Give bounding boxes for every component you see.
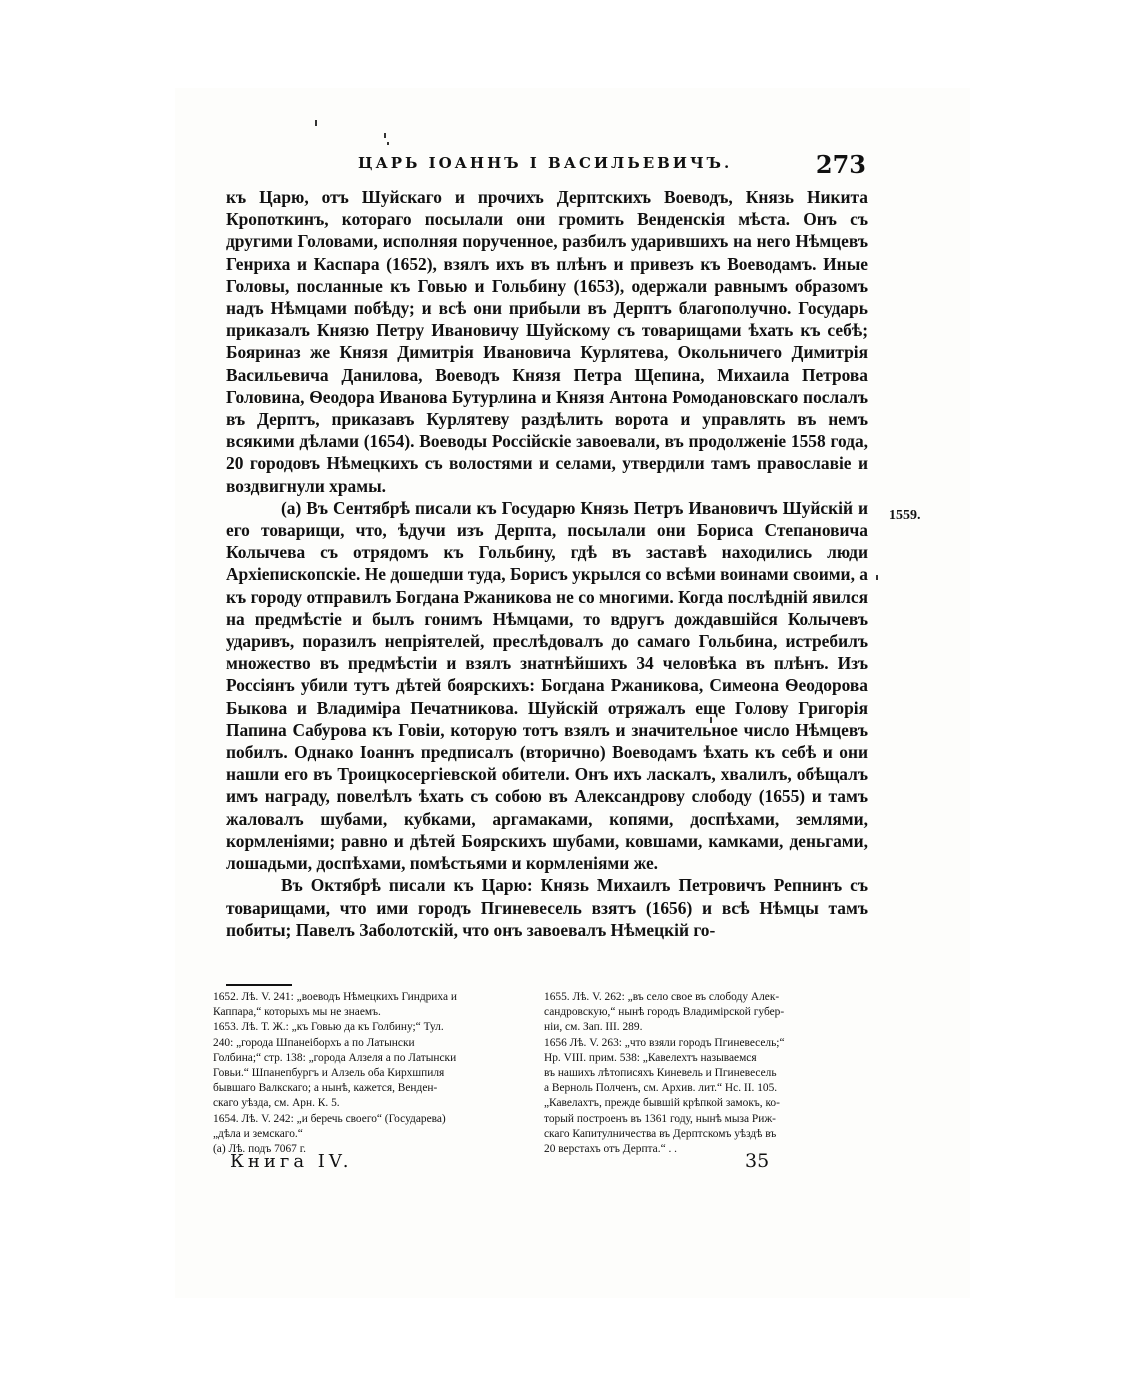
footnote-line: (а) Лѣ. подъ 7067 г. [213,1143,306,1156]
footnote-line: Нр. VIII. прим. 538: „Кавелехтъ называемся [544,1051,757,1064]
footnotes-left-column [213,990,531,1157]
footnote-line: въ нашихъ лѣтописяхъ Киневель и Пгиневесель [544,1067,777,1080]
page-number: 273 [815,150,866,179]
signature-number: 35 [745,1150,770,1172]
footnote-line: скаго уѣзда, см. Арн. К. 5. [213,1097,340,1110]
footnote-line: скаго Капитулничества въ Дерптскомъ уѣздѣ въ [544,1127,777,1140]
footnote-line: „дѣла и земскаго.“ [213,1127,303,1140]
paragraph: (a) Въ Сентябрѣ писали къ Государю Князь Петръ Ивановичъ Шуйскій и его товарищи, что, ѣдучи изъ Дерпта, посылали они Бориса Степановича Колычева съ отрядомъ къ Гольбину, гдѣ въ заставѣ находились люди Архіепископскіе. Не дошедши туда, Борисъ укрылся со всѣми воинами своими, а къ городу отправилъ Богдана Ржаникова не со многими. Когда послѣдній явился на предмѣстіе и былъ гонимъ Нѣмцами, то вдругъ дождавшійся Колычевъ ударивъ, поразилъ непріятелей, преслѣдовалъ до самаго Гольбина, истребилъ множество въ предмѣстіи и взялъ знатнѣйшихъ 34 человѣка въ плѣнъ. Изъ Россіянъ убили тутъ дѣтей боярскихъ: Богдана Ржаникова, Симеона Ѳеодорова Быкова и Владиміра Печатникова. Шуйскій отряжалъ еще Голову Григорія Папина Сабурова къ Говіи, которую тотъ взялъ и значительное число Нѣмцевъ побилъ. Однако Іоаннъ предписалъ (вторично) Воеводамъ ѣхать къ себѣ и они нашли его въ Троицкосергіевской обители. Онъ ихъ ласкалъ, хвалилъ, обѣщалъ имъ награду, повелѣлъ ѣхать съ собою въ Александрову слободу (1655) и тамъ жаловалъ шубами, кубками, аргамаками, копями, доспѣхами, землями, кормленіями; равно и дѣтей Боярскихъ шубами, ковшами, камками, деньгами, лошадьми, доспѣхами, помѣстьями и кормленіями же. [226,497,868,874]
footnote-line: 1655. Лѣ. V. 262: „въ село свое въ слободу Алек- [544,991,780,1003]
footnote-line: Говьи.“ Шпанепбургъ и Алзель оба Кирхшпиля [213,1067,445,1080]
running-header [228,150,866,180]
paragraph: къ Царю, отъ Шуйскаго и прочихъ Дерптскихъ Воеводъ, Князь Никита Кропоткинъ, котораго посылали они громить Венденскія мѣста. Онъ съ другими Головами, исполняя порученное, разбилъ ударившихъ на него Нѣмцевъ Генриха и Каспара (1652), взялъ ихъ въ плѣнъ и привезъ къ Воеводамъ. Иные Головы, посланные къ Говью и Гольбину (1653), одержали равнымъ образомъ надъ Нѣмцами побѣду; и всѣ они прибыли въ Дерптъ благополучно. Государь приказалъ Князю Петру Ивановичу Шуйскому съ товарищами ѣхать къ себѣ; Бояриназ же Князя Димитрія Ивановича Курлятева, Окольничего Димитрія Васильевича Данилова, Воеводъ Князя Петра Щепина, Михаила Петрова Головина, Ѳеодора Иванова Бутурлина и Князя Антона Ромодановскаго послалъ въ Дерптъ, приказавъ Курлятеву раздѣлить ворота и управлять въ немъ всякими дѣлами (1654). Воеводы Россійскіе завоевали, въ продолженіе 1558 года, 20 городовъ Нѣмецкихъ съ волостями и селами, утвердили тамъ православіе и воздвигнули храмы. [226,187,868,496]
ink-speck [876,575,878,580]
ink-speck [387,142,389,145]
margin-year: 1559. [889,508,921,523]
footnote-line: 240: „города Шпанеіборхъ а по Латынски [213,1036,415,1049]
footnote-line: а Верноль Полченъ, см. Архив. лит.“ Нс. II. 105. [544,1082,778,1095]
footnote-line: 1652. Лѣ. V. 241: „воеводъ Нѣмецкихъ Гиндриха и [213,991,457,1003]
footnotes-right-column [544,990,856,1157]
footnote-line: 1653. Лѣ. Т. Ж.: „къ Говью да къ Голбину;“ Тул. [213,1021,444,1034]
ink-speck [384,133,386,138]
signature-mark: Книга IV. [230,1151,353,1172]
footnote-line: 1656 Лѣ. V. 263: „что взяли городъ Пгиневесель;“ [544,1036,785,1049]
main-text [226,186,868,941]
footnote-line: торый построенъ въ 1361 году, нынѣ мыза Риж- [544,1112,776,1125]
paragraph: Въ Октябрѣ писали къ Царю: Князь Михаилъ Петровичъ Репнинъ съ товарищами, что ими городъ Пгиневесель взятъ (1656) и всѣ Нѣмцы тамъ побиты; Павелъ Заболотскій, что онъ завоевалъ Нѣмецкій го- [226,875,868,940]
footnote-line: Голбина;“ стр. 138: „города Алзеля а по Латынски [213,1051,457,1064]
running-head-title: ЦАРЬ ІОАННЪ І ВАСИЛЬЕВИЧЪ. [358,154,733,172]
footnote-line: Каппара,“ которыхъ мы не знаемъ. [213,1006,381,1019]
footnote-line: „Кавелахтъ, прежде бывшій крѣпкой замокъ, ко- [544,1097,780,1110]
footnote-line: бывшаго Валкскаго; а нынѣ, кажется, Венден- [213,1082,438,1095]
ink-speck [315,120,317,126]
footnote-line: 20 верстахъ отъ Дерпта.“ . . [544,1143,678,1156]
footnote-rule [226,984,292,986]
footnote-line: сандровскую,“ нынѣ городъ Владимірской губер- [544,1006,785,1019]
footnote-line: ніи, см. Зап. III. 289. [544,1021,643,1034]
footnote-line: 1654. Лѣ. V. 242: „и беречь своего“ (Государева) [213,1112,446,1125]
